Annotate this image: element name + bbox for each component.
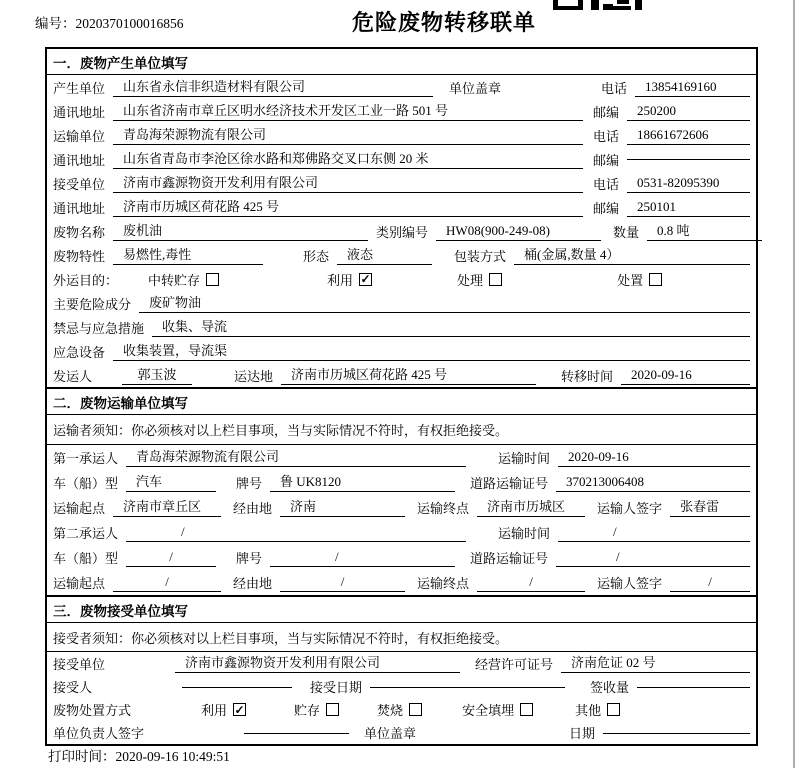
transporter-label: 运输单位 (53, 128, 106, 144)
second-carrier-sign-value: / (670, 573, 750, 592)
second-route-end-value: / (477, 573, 585, 592)
second-plate-label: 牌号 (236, 551, 263, 566)
accept-person-value (182, 686, 292, 688)
waste-form-label: 形态 (303, 248, 330, 264)
disposal-option-burn (377, 700, 422, 719)
first-route-via-label: 经由地 (233, 501, 273, 516)
operation-license-label: 经营许可证号 (475, 657, 554, 672)
second-route-end-label: 运输终点 (417, 576, 470, 591)
waste-pack-label: 包装方式 (454, 248, 507, 264)
accept-date-label: 接受日期 (310, 680, 363, 695)
second-carrier-value: / (126, 523, 466, 542)
transfer-purpose-label: 外运目的： (53, 272, 119, 288)
purpose-dispose-checkbox (649, 273, 662, 286)
row-transfer-purpose (47, 267, 756, 291)
waste-name-label: 废物名称 (53, 224, 106, 240)
section-receiver-title: 三．废物接受单位填写 (47, 597, 756, 623)
row-receiver (47, 171, 756, 195)
second-vehicle-type-value: / (126, 548, 216, 567)
manifest-form (45, 47, 758, 746)
emergency-equipment-label: 应急设备 (53, 344, 106, 360)
unit-seal-label: 单位盖章 (364, 726, 417, 741)
section-transporter-title: 二．废物运输单位填写 (47, 389, 756, 415)
row-producer (47, 75, 756, 99)
transporter-phone-label: 电话 (593, 128, 620, 144)
destination-value: 济南市历城区荷花路 425 号 (281, 366, 536, 385)
producer-value: 山东省永信非织造材料有限公司 (113, 78, 433, 97)
transfer-time-value: 2020-09-16 (621, 366, 750, 385)
disposal-option-landfill (462, 700, 533, 719)
second-carrier-time-label: 运输时间 (498, 526, 551, 541)
hazard-components-value: 废矿物油 (139, 294, 750, 313)
receiver-value: 济南市鑫源物资开发利用有限公司 (113, 174, 583, 193)
row-accept-person (47, 675, 756, 698)
disposal-store-checkbox (326, 703, 339, 716)
producer-label: 产生单位 (53, 80, 106, 96)
waste-code-value: HW08(900-249-08) (436, 222, 601, 241)
first-vehicle-type-value: 汽车 (126, 473, 216, 492)
first-plate-label: 牌号 (236, 476, 263, 491)
row-first-vehicle (47, 470, 756, 495)
row-transporter-address (47, 147, 756, 171)
transporter-phone-value: 18661672606 (627, 126, 750, 145)
row-first-route (47, 495, 756, 520)
row-hazard-components (47, 291, 756, 315)
first-plate-value: 鲁 UK8120 (270, 473, 455, 492)
purpose-option-treat-label: 处理 (457, 272, 484, 288)
purpose-option-storage (148, 270, 219, 289)
first-carrier-time-label: 运输时间 (498, 451, 551, 466)
first-carrier-sign-label: 运输人签字 (597, 501, 663, 516)
window-right-edge (793, 0, 795, 768)
disposal-use-checkbox: ✓ (234, 702, 245, 717)
first-route-via-value: 济南 (280, 498, 405, 517)
print-time-value: 2020-09-16 10:49:51 (115, 749, 230, 764)
first-carrier-sign-value: 张春雷 (670, 498, 750, 517)
sign-date-value (603, 732, 750, 734)
sign-date-label: 日期 (569, 726, 596, 741)
transporter-notice: 运输者须知：你必须核对以上栏目事项，当与实际情况不符时，有权拒绝接受。 (47, 415, 756, 445)
row-emergency-equipment (47, 339, 756, 363)
disposal-option-other (575, 700, 620, 719)
first-route-start-label: 运输起点 (53, 501, 106, 516)
waste-code-label: 类别编号 (376, 224, 429, 240)
emergency-measures-label: 禁忌与应急措施 (53, 320, 145, 336)
purpose-storage-checkbox (206, 273, 219, 286)
transporter-address-value: 山东省青岛市李沧区徐水路和郑佛路交叉口东侧 20 米 (113, 150, 583, 169)
row-second-route (47, 570, 756, 595)
emergency-equipment-value: 收集装置，导流渠 (113, 342, 750, 361)
accept-unit-label: 接受单位 (53, 657, 106, 672)
producer-phone-value: 13854169160 (635, 78, 750, 97)
row-second-vehicle (47, 545, 756, 570)
purpose-option-dispose (617, 270, 662, 289)
purpose-option-use-label: 利用 (327, 272, 354, 288)
row-disposal-method (47, 698, 756, 721)
row-receiver-address (47, 195, 756, 219)
receiver-phone-value: 0531-82095390 (627, 174, 750, 193)
producer-address-value: 山东省济南市章丘区明水经济技术开发区工业一路 501 号 (113, 102, 583, 121)
waste-properties-value: 易燃性,毒性 (113, 246, 263, 265)
second-road-license-value: / (556, 548, 750, 567)
receiver-label: 接受单位 (53, 176, 106, 192)
second-route-via-value: / (280, 573, 405, 592)
section-producer (47, 49, 756, 387)
print-time-label: 打印时间： (48, 749, 116, 764)
disposal-burn-checkbox (409, 703, 422, 716)
transporter-zip-label: 邮编 (593, 152, 620, 168)
disposal-option-store (294, 700, 339, 719)
receiver-phone-label: 电话 (593, 176, 620, 192)
producer-seal-label: 单位盖章 (449, 80, 502, 96)
emergency-measures-value: 收集、导流 (152, 318, 750, 337)
row-accept-unit (47, 652, 756, 675)
second-vehicle-type-label: 车（船）型 (53, 551, 119, 566)
purpose-option-storage-label: 中转贮存 (148, 272, 201, 288)
producer-zip-value: 250200 (627, 102, 750, 121)
first-route-end-value: 济南市历城区 (477, 498, 585, 517)
first-carrier-time-value: 2020-09-16 (558, 448, 750, 467)
row-waste-name (47, 219, 756, 243)
producer-zip-label: 邮编 (593, 104, 620, 120)
row-emergency-measures (47, 315, 756, 339)
producer-address-label: 通讯地址 (53, 104, 106, 120)
waste-name-value: 废机油 (113, 222, 368, 241)
section-producer-title: 一．废物产生单位填写 (47, 49, 756, 75)
transfer-time-label: 转移时间 (561, 368, 614, 384)
disposal-landfill-checkbox (520, 703, 533, 716)
print-time (48, 745, 230, 765)
first-carrier-label: 第一承运人 (53, 451, 119, 466)
page-title: 危险废物转移联单 (351, 10, 536, 35)
doc-number-label: 编号： (35, 16, 76, 31)
purpose-option-treat (457, 270, 502, 289)
hazard-components-label: 主要危险成分 (53, 296, 132, 312)
receiver-address-label: 通讯地址 (53, 200, 106, 216)
receiver-zip-value: 250101 (627, 198, 750, 217)
purpose-option-use (327, 270, 372, 289)
doc-number-value: 2020370100016856 (75, 16, 184, 31)
accept-unit-value: 济南市鑫源物资开发利用有限公司 (175, 654, 460, 673)
responsible-sign-value (244, 732, 349, 734)
row-responsible-sign (47, 721, 756, 744)
second-plate-value: / (270, 548, 455, 567)
disposal-option-burn-label: 焚烧 (377, 703, 404, 718)
accept-date-value (370, 686, 565, 688)
first-road-license-value: 370213006408 (556, 473, 750, 492)
row-producer-address (47, 99, 756, 123)
qr-code-fragment (553, 0, 653, 11)
purpose-treat-checkbox (489, 273, 502, 286)
section-receiver (47, 595, 756, 744)
second-carrier-time-value: / (558, 523, 750, 542)
disposal-option-other-label: 其他 (575, 703, 602, 718)
signed-qty-label: 签收量 (590, 680, 630, 695)
second-carrier-sign-label: 运输人签字 (597, 576, 663, 591)
second-carrier-label: 第二承运人 (53, 526, 119, 541)
waste-qty-label: 数量 (613, 224, 640, 240)
receiver-address-value: 济南市历城区荷花路 425 号 (113, 198, 583, 217)
transporter-zip-value (627, 158, 750, 160)
destination-label: 运达地 (234, 368, 274, 384)
purpose-use-checkbox: ✓ (360, 272, 371, 286)
signed-qty-value (637, 686, 750, 688)
dispatcher-value: 郭玉波 (122, 366, 192, 385)
operation-license-value: 济南危证 02 号 (561, 654, 750, 673)
first-route-start-value: 济南市章丘区 (113, 498, 221, 517)
disposal-option-landfill-label: 安全填埋 (462, 703, 515, 718)
disposal-method-label: 废物处置方式 (53, 703, 132, 718)
waste-pack-value: 桶(金属,数量 4） (514, 246, 750, 265)
first-route-end-label: 运输终点 (417, 501, 470, 516)
disposal-option-use-label: 利用 (201, 703, 228, 718)
accept-person-label: 接受人 (53, 680, 93, 695)
row-transporter (47, 123, 756, 147)
row-dispatcher (47, 363, 756, 387)
first-road-license-label: 道路运输证号 (470, 476, 549, 491)
waste-form-value: 液态 (337, 246, 432, 265)
responsible-sign-label: 单位负责人签字 (53, 726, 145, 741)
purpose-option-dispose-label: 处置 (617, 272, 644, 288)
second-route-start-value: / (113, 573, 221, 592)
transporter-address-label: 通讯地址 (53, 152, 106, 168)
receiver-notice: 接受者须知：你必须核对以上栏目事项，当与实际情况不符时，有权拒绝接受。 (47, 623, 756, 652)
waste-properties-label: 废物特性 (53, 248, 106, 264)
section-transporter (47, 387, 756, 595)
row-first-carrier (47, 445, 756, 470)
dispatcher-label: 发运人 (53, 368, 93, 384)
row-waste-properties (47, 243, 756, 267)
disposal-option-store-label: 贮存 (294, 703, 321, 718)
first-vehicle-type-label: 车（船）型 (53, 476, 119, 491)
waste-qty-value: 0.8 吨 (647, 222, 762, 241)
receiver-zip-label: 邮编 (593, 200, 620, 216)
disposal-option-use (201, 700, 246, 719)
second-route-via-label: 经由地 (233, 576, 273, 591)
first-carrier-value: 青岛海荣源物流有限公司 (126, 448, 466, 467)
transporter-value: 青岛海荣源物流有限公司 (113, 126, 583, 145)
second-road-license-label: 道路运输证号 (470, 551, 549, 566)
row-second-carrier (47, 520, 756, 545)
disposal-other-checkbox (607, 703, 620, 716)
second-route-start-label: 运输起点 (53, 576, 106, 591)
producer-phone-label: 电话 (601, 80, 628, 96)
